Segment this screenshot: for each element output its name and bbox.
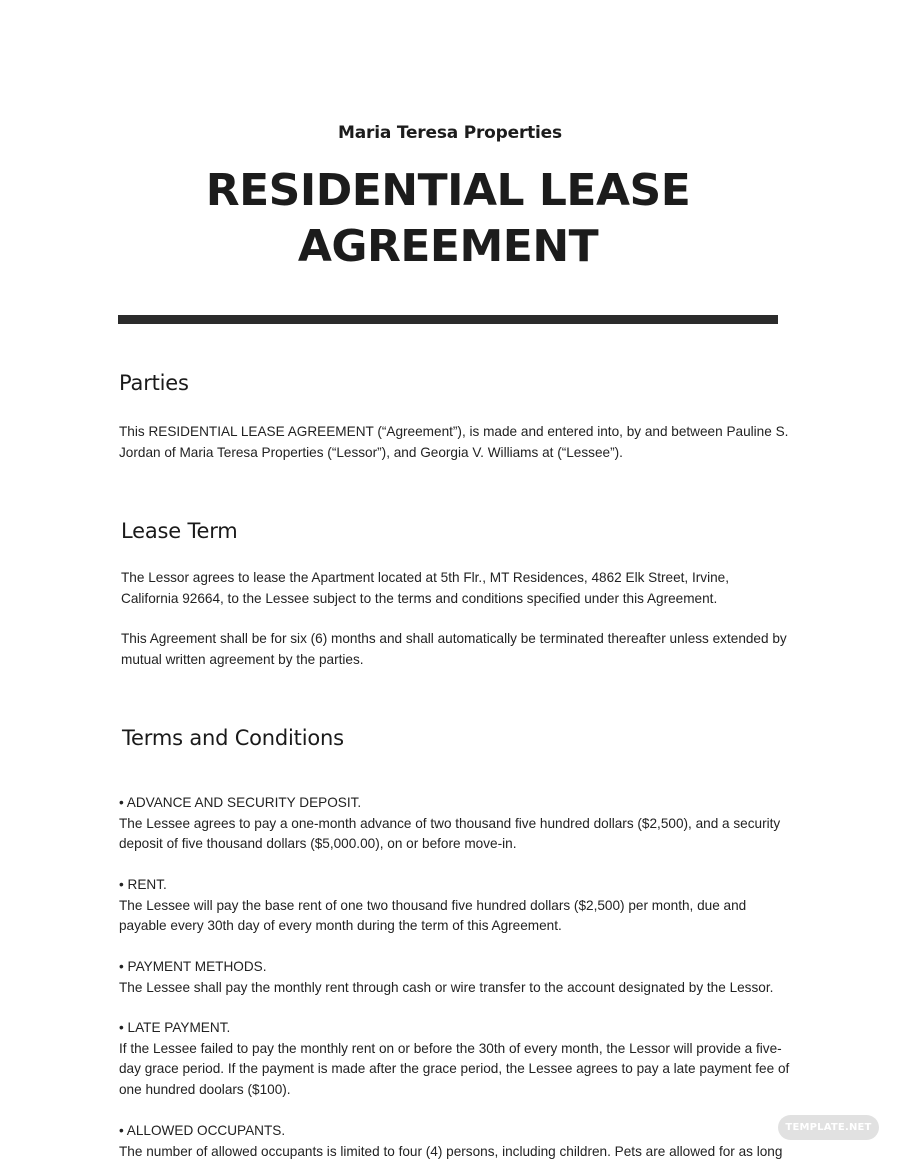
- clause-body: The Lessee agrees to pay a one-month advance of two thousand five hundred dollars ($2,500), and a security deposit of five thousand dollars ($5,000.00), on or before move-in.: [119, 815, 781, 851]
- section-heading-lease-term: Lease Term: [121, 519, 238, 543]
- title-line-2: AGREEMENT: [297, 221, 599, 272]
- section-heading-terms: Terms and Conditions: [122, 726, 344, 750]
- title-line-1: RESIDENTIAL LEASE: [205, 165, 691, 216]
- section-heading-parties: Parties: [119, 371, 189, 395]
- clause-payment-methods: [119, 957, 809, 998]
- template-net-watermark: TEMPLATE.NET: [778, 1115, 879, 1140]
- clause-body: The Lessee will pay the base rent of one two thousand five hundred dollars ($2,500) per month, due and payable every 30th day of every month during the term of this Agreement.: [119, 897, 747, 933]
- lease-term-paragraph-1: The Lessor agrees to lease the Apartment located at 5th Flr., MT Residences, 4862 Elk Street, Irvine, California 92664, to the Lessee subject to the terms and conditions specified under this Agreement.: [121, 570, 730, 606]
- clause-rent: [119, 875, 769, 937]
- document-title: [0, 163, 896, 275]
- clause-body: If the Lessee failed to pay the monthly rent on or before the 30th of every month, the Lessor will provide a five-day grace period. If the payment is made after the grace period, the Lessee agrees to pay a late payment fee of one hundred doolars ($100).: [119, 1040, 790, 1097]
- lease-term-paragraph-2: This Agreement shall be for six (6) months and shall automatically be terminated thereafter unless extended by mutual written agreement by the parties.: [121, 631, 787, 667]
- clause-title: • PAYMENT METHODS.: [119, 959, 267, 974]
- clause-title: • ALLOWED OCCUPANTS.: [119, 1123, 286, 1138]
- clause-body: The number of allowed occupants is limited to four (4) persons, including children. Pets are allowed for as long: [119, 1143, 783, 1159]
- clause-title: • ADVANCE AND SECURITY DEPOSIT.: [119, 795, 362, 810]
- clause-body: The Lessee shall pay the monthly rent through cash or wire transfer to the account designated by the Lessor.: [119, 979, 774, 995]
- clause-advance-deposit: [119, 793, 794, 855]
- clause-title: • RENT.: [119, 877, 167, 892]
- header-divider: [118, 315, 778, 324]
- parties-paragraph: This RESIDENTIAL LEASE AGREEMENT (“Agreement”), is made and entered into, by and between Pauline S. Jordan of Maria Teresa Properties (“Lessor”), and Georgia V. Williams at (“Lessee”).: [119, 424, 789, 460]
- clause-allowed-occupants: [119, 1121, 809, 1162]
- clause-title: • LATE PAYMENT.: [119, 1020, 231, 1035]
- company-name: Maria Teresa Properties: [338, 123, 562, 143]
- clause-late-payment: [119, 1018, 794, 1100]
